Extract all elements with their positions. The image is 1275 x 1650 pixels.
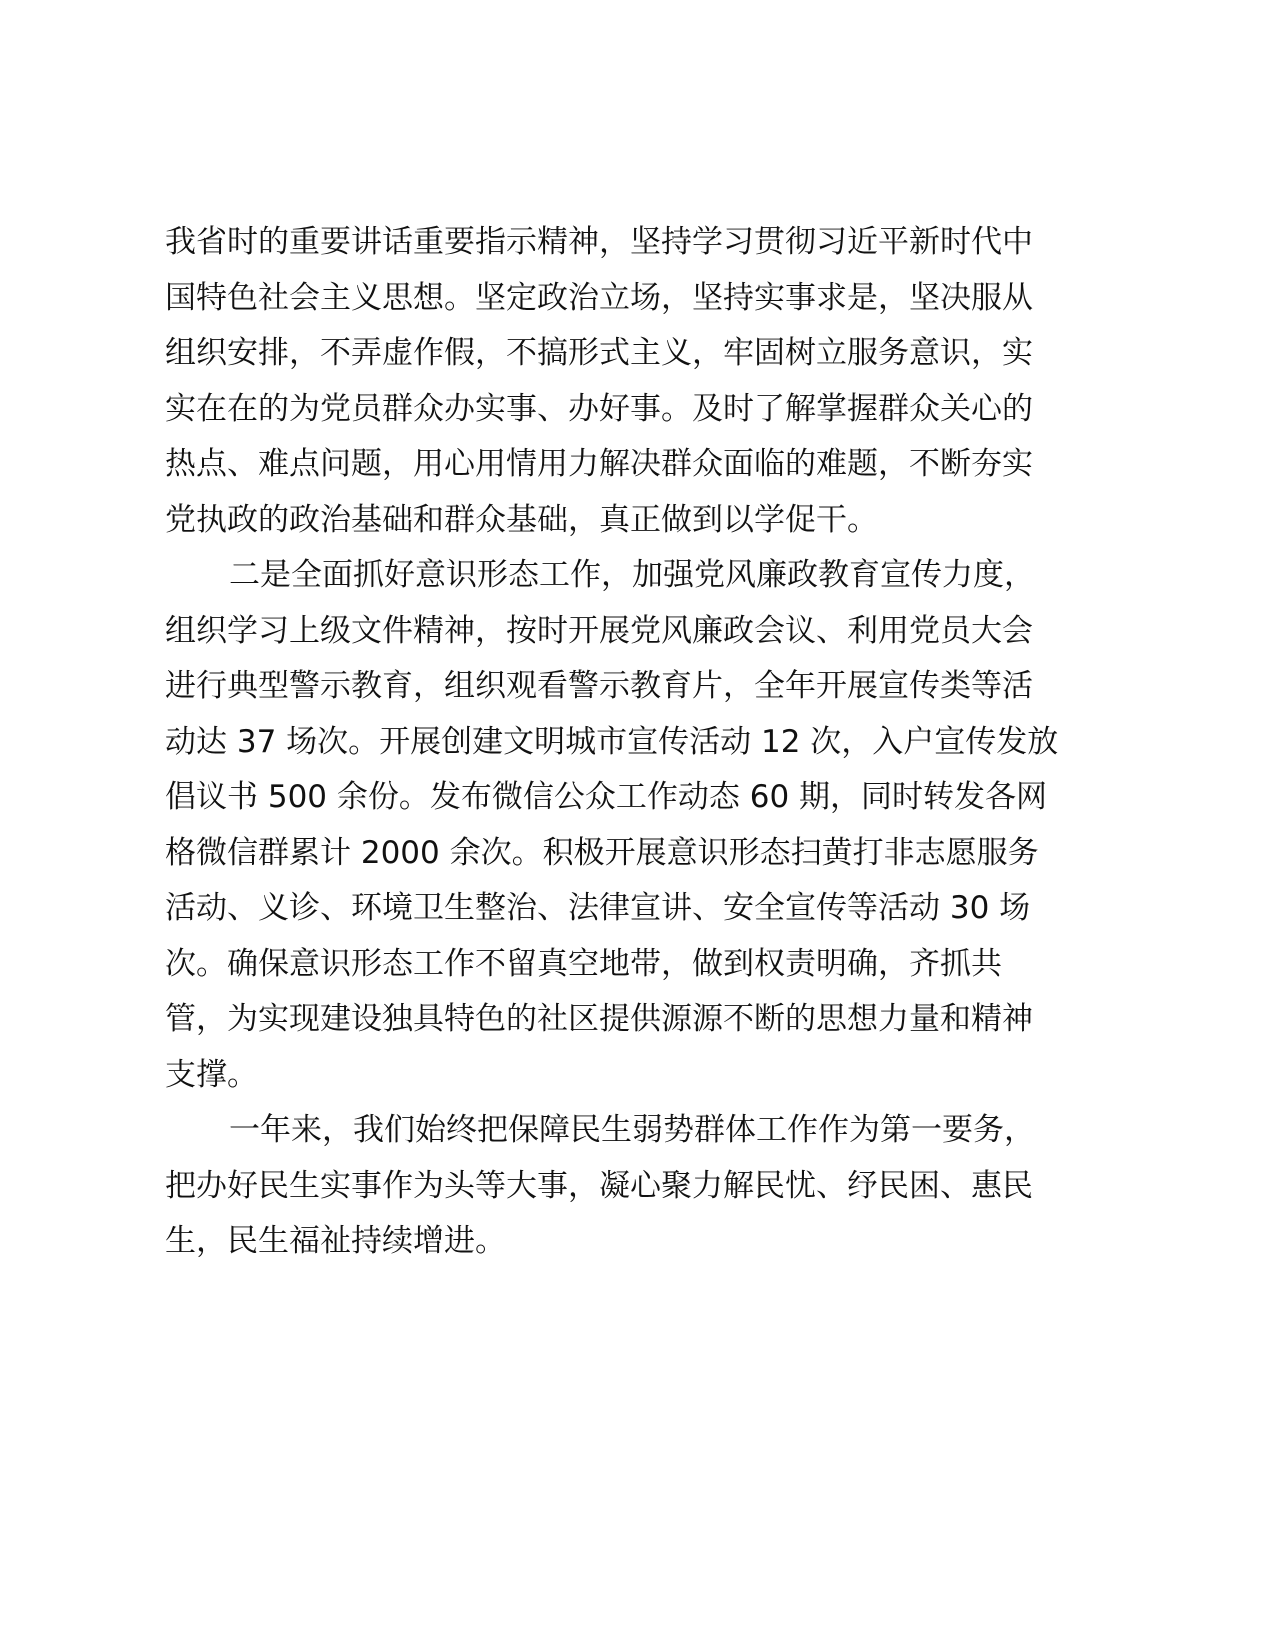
text-line: 组织安排，不弄虚作假，不搞形式主义，牢固树立服务意识，实 [165,335,1033,371]
text-line: 倡议书 500 余份。发布微信公众工作动态 60 期，同时转发各网 [165,779,1048,815]
text-line: 把办好民生实事作为头等大事，凝心聚力解民忧、纾民困、惠民 [165,1168,1033,1204]
text-line: 进行典型警示教育，组织观看警示教育片，全年开展宣传类等活 [165,668,1033,704]
text-line: 格微信群累计 2000 余次。积极开展意识形态扫黄打非志愿服务 [165,835,1039,871]
text-line: 支撑。 [165,1057,258,1093]
text-line: 管，为实现建设独具特色的社区提供源源不断的思想力量和精神 [165,1001,1033,1037]
text-line: 国特色社会主义思想。坚定政治立场，坚持实事求是，坚决服从 [165,280,1033,316]
text-line: 实在在的为党员群众办实事、办好事。及时了解掌握群众关心的 [165,391,1033,427]
paragraph-start-line: 二是全面抓好意识形态工作，加强党风廉政教育宣传力度， [229,557,1035,593]
text-line: 次。确保意识形态工作不留真空地带，做到权责明确，齐抓共 [165,946,1002,982]
paragraph-start-line: 一年来，我们始终把保障民生弱势群体工作作为第一要务， [229,1112,1035,1148]
text-line: 热点、难点问题，用心用情用力解决群众面临的难题，不断夯实 [165,446,1033,482]
text-line: 动达 37 场次。开展创建文明城市宣传活动 12 次，入户宣传发放 [165,724,1059,760]
text-line: 我省时的重要讲话重要指示精神，坚持学习贯彻习近平新时代中 [165,224,1033,260]
text-line: 活动、义诊、环境卫生整治、法律宣讲、安全宣传等活动 30 场 [165,890,1031,926]
text-line: 生，民生福祉持续增进。 [165,1223,506,1259]
text-line: 组织学习上级文件精神，按时开展党风廉政会议、利用党员大会 [165,613,1033,649]
text-line: 党执政的政治基础和群众基础，真正做到以学促干。 [165,502,878,538]
